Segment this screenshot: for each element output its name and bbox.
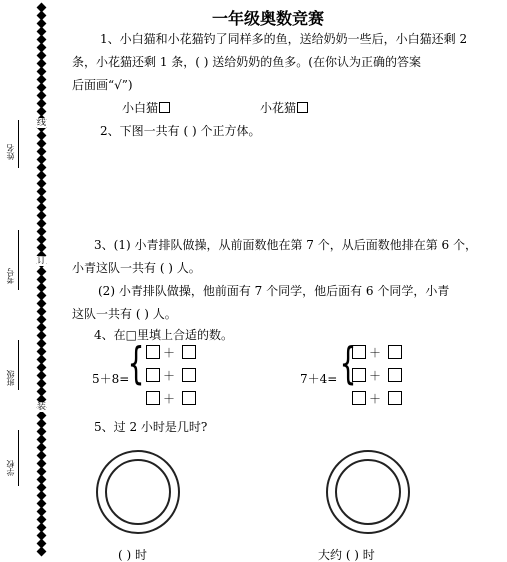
exam-number-field-line — [18, 230, 19, 290]
name-label: 姓名 — [6, 144, 15, 160]
answer-box[interactable] — [146, 345, 160, 359]
class-label: 班级 — [6, 370, 15, 386]
q1-line1: 1、小白猫和小花猫钓了同样多的鱼，送给奶奶一些后，小白猫还剩 2 — [100, 32, 468, 46]
plus-sign: ＋ — [163, 369, 176, 383]
clock-rim-right — [335, 459, 401, 525]
q3-part2-line2: 这队一共有 ( ) 人。 — [72, 307, 177, 321]
class-field-line — [18, 340, 19, 390]
q3-part1-line2: 小青这队一共有 ( ) 人。 — [72, 261, 201, 275]
answer-box[interactable] — [388, 368, 402, 382]
clock-rim-left — [105, 459, 171, 525]
q1-line3: 后面画“√”) — [72, 78, 133, 92]
q5-answer-right: 大约 ( ) 时 — [318, 548, 375, 562]
q1-option-b-checkbox[interactable] — [297, 102, 308, 113]
clock-face-right — [326, 450, 410, 534]
plus-sign: ＋ — [369, 346, 382, 360]
name-field-line — [18, 120, 19, 168]
q1-line2: 条，小花猫还剩 1 条，( ) 送给奶奶的鱼多。(在你认为正确的答案 — [72, 55, 421, 69]
answer-box[interactable] — [146, 391, 160, 405]
q1-option-a-label: 小白猫 — [122, 101, 159, 115]
plus-sign: ＋ — [369, 369, 382, 383]
answer-box[interactable] — [182, 368, 196, 382]
q4-right-expression: 7＋4= — [300, 372, 338, 386]
answer-box[interactable] — [388, 345, 402, 359]
plus-sign: ＋ — [369, 392, 382, 406]
answer-box[interactable] — [146, 368, 160, 382]
binding-diamond — [37, 547, 47, 557]
answer-box[interactable] — [352, 345, 366, 359]
q5-answer-left: ( ) 时 — [118, 548, 147, 562]
q3-part2-line1: (2) 小青排队做操，他前面有 7 个同学，他后面有 6 个同学，小青 — [98, 284, 450, 298]
q4-left-expression: 5＋8= — [92, 372, 130, 386]
answer-box[interactable] — [182, 391, 196, 405]
q4-right-brace: { — [339, 338, 357, 389]
q2-text: 2、下图一共有 ( ) 个正方体。 — [100, 124, 261, 138]
q1-option-a-checkbox[interactable] — [159, 102, 170, 113]
q4-left-brace: { — [127, 338, 145, 389]
answer-box[interactable] — [352, 368, 366, 382]
q1-option-b-label: 小花猫 — [260, 101, 297, 115]
q1-option-a — [122, 101, 170, 115]
page-title: 一年级奥数竞赛 — [212, 9, 325, 28]
school-label: 学校 — [6, 460, 15, 476]
answer-box[interactable] — [388, 391, 402, 405]
q4-text: 4、在□里填上合适的数。 — [94, 328, 233, 342]
binding-mark-zhuang: 装 — [37, 402, 47, 412]
binding-mark-xian: 线 — [37, 118, 47, 128]
answer-box[interactable] — [352, 391, 366, 405]
q3-part1-line1: 3、(1) 小青排队做操，从前面数他在第 7 个，从后面数他排在第 6 个， — [94, 238, 477, 252]
q5-text: 5、过 2 小时是几时? — [94, 420, 208, 434]
plus-sign: ＋ — [163, 346, 176, 360]
plus-sign: ＋ — [163, 392, 176, 406]
clock-face-left — [96, 450, 180, 534]
q1-option-b — [260, 101, 308, 115]
school-field-line — [18, 430, 19, 486]
binding-line — [38, 0, 48, 560]
binding-mark-ding: 订 — [37, 256, 47, 266]
exam-number-label: 考号 — [6, 268, 15, 284]
answer-box[interactable] — [182, 345, 196, 359]
